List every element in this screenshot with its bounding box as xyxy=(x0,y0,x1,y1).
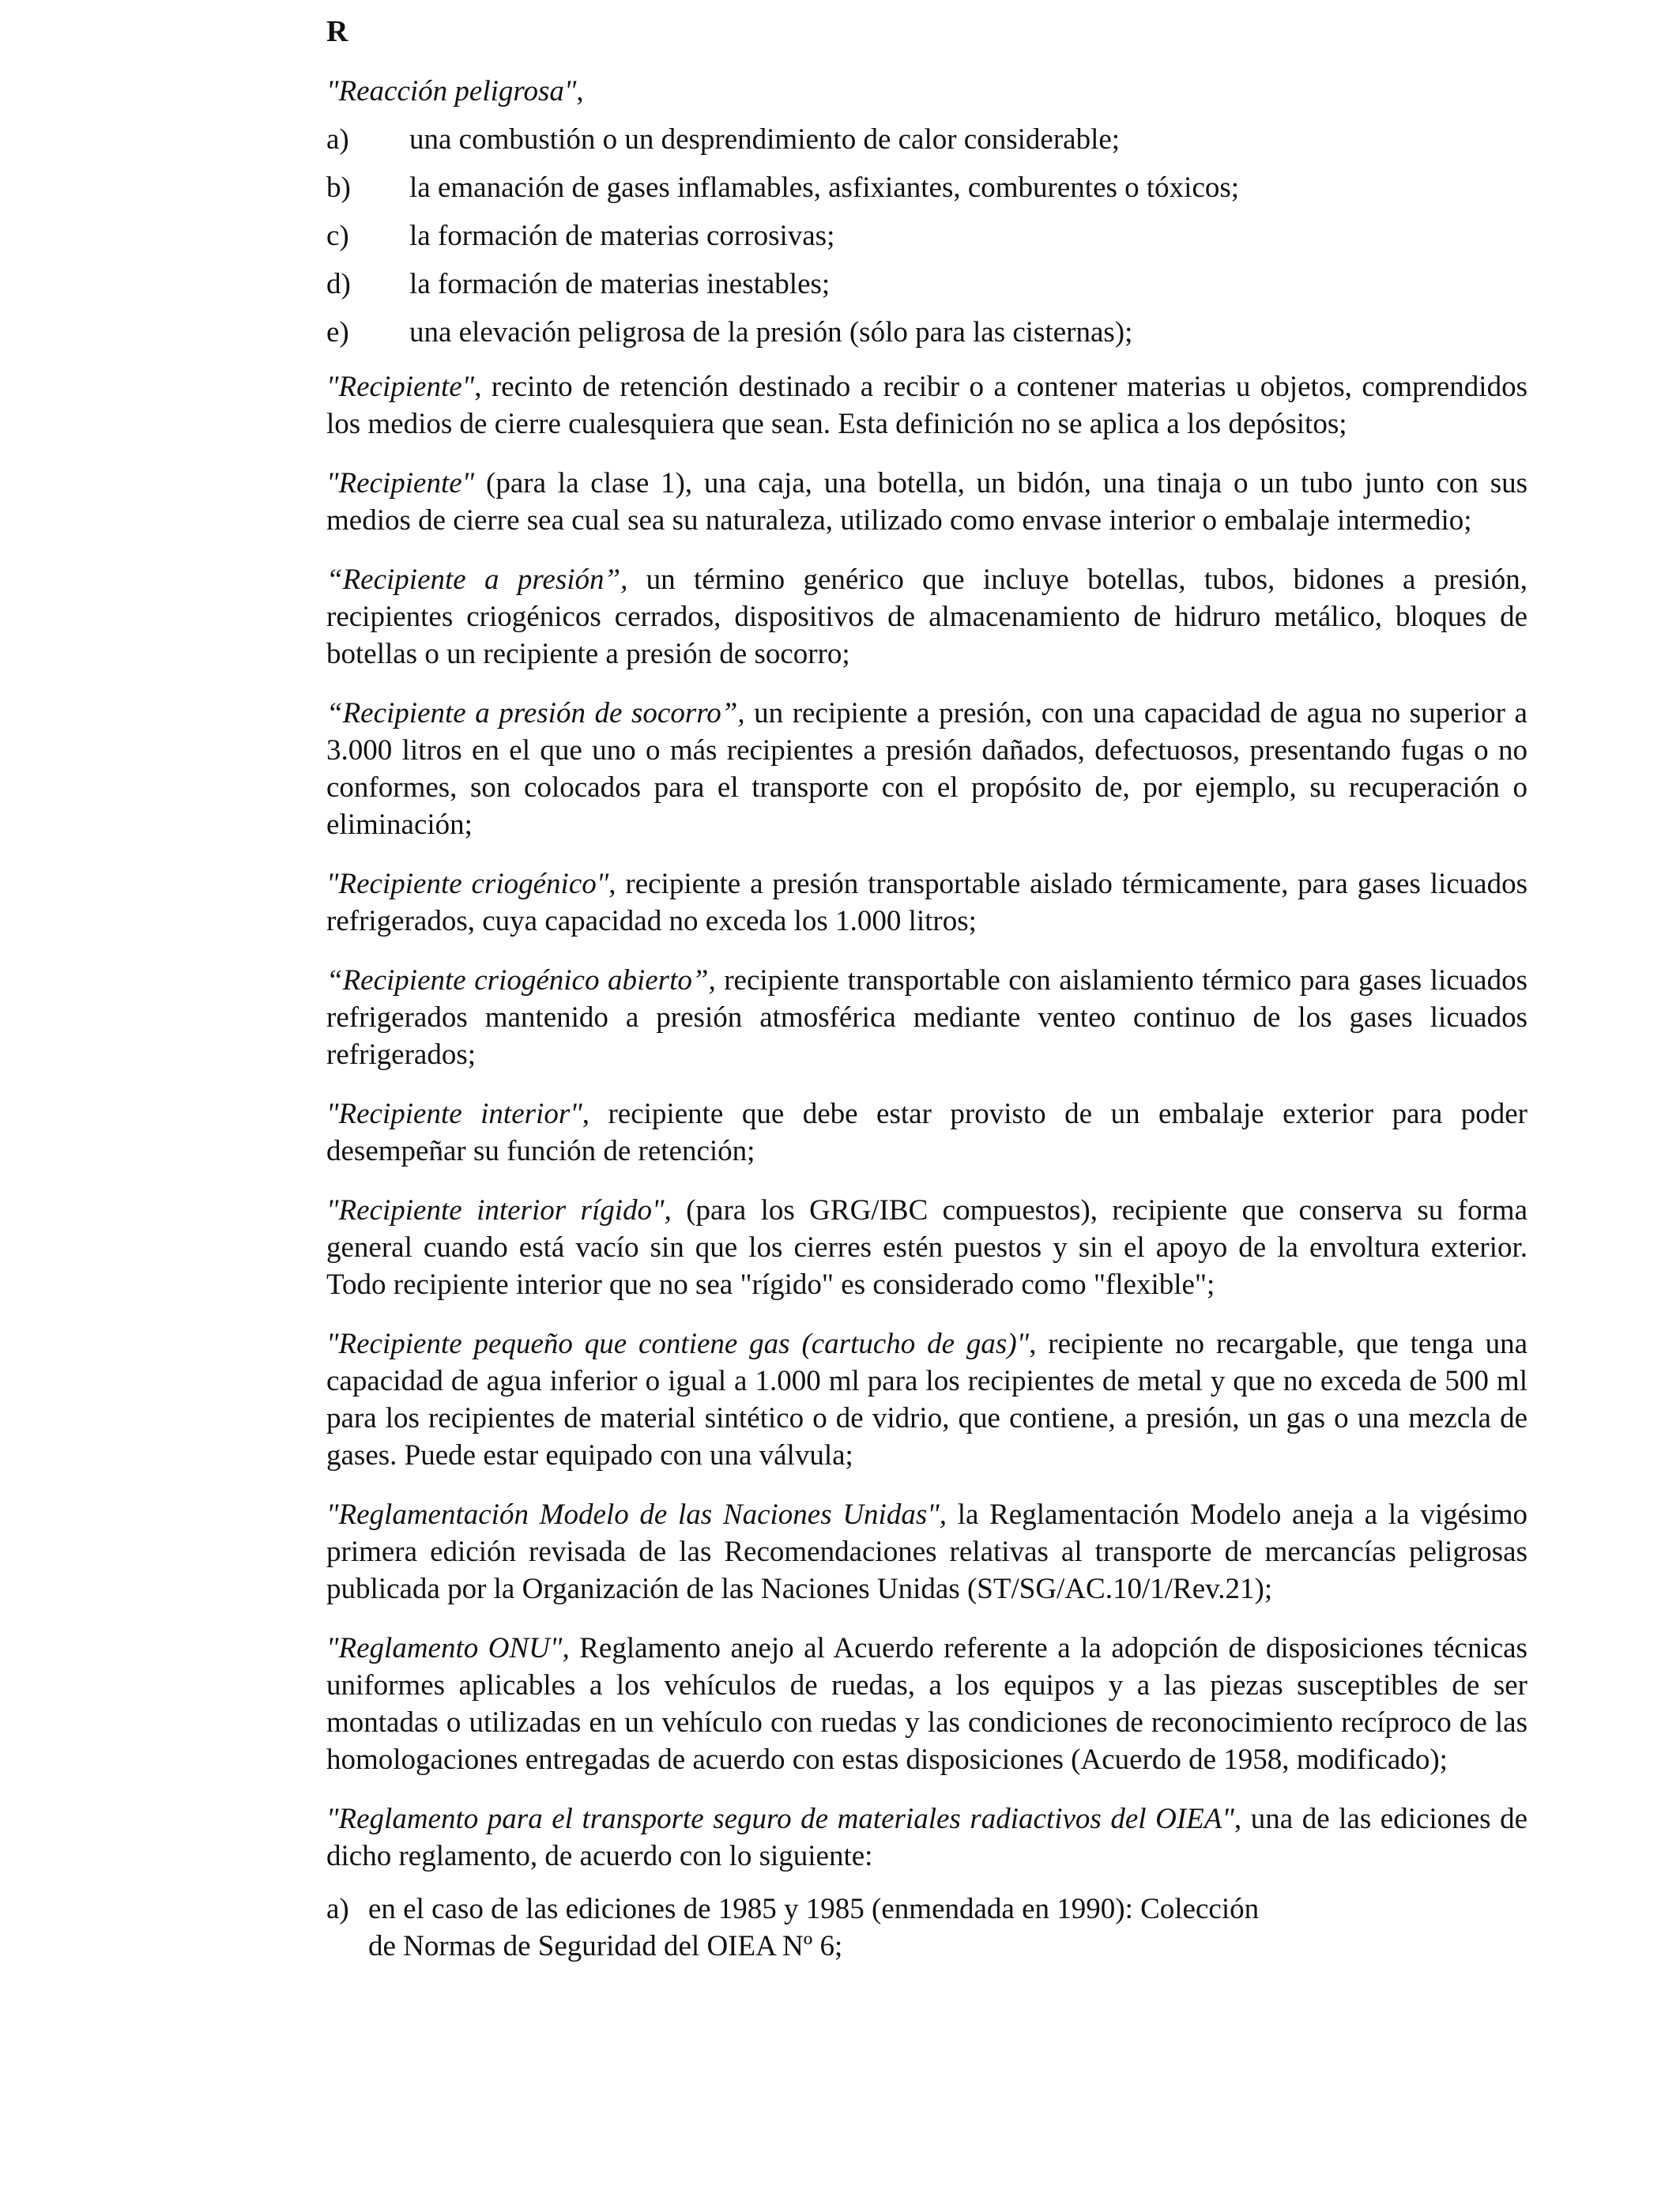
definition-text: un recipiente a presión, con una capacidad de agua no superior a 3.000 litros en el que uno o más recipientes a presión dañados, defectuosos, presentando fugas o no conformes, son colocados para el transporte con el propósito de, por ejemplo, su recuperación o eliminación; xyxy=(326,697,1527,841)
definition-paragraph xyxy=(326,561,1527,673)
list-text: una elevación peligrosa de la presión (sólo para las cisternas); xyxy=(409,316,1133,349)
definition-text: la Reglamentación Modelo aneja a la vigésimo primera edición revisada de las Recomendaciones relativas al transporte de mercancías peligrosas publicada por la Organización de las Naciones Unidas (ST/SG/AC.10/1/Rev.21); xyxy=(326,1498,1528,1605)
definition-term: "Recipiente interior rígido", xyxy=(326,1194,672,1227)
list-text: la emanación de gases inflamables, asfixiantes, comburentes o tóxicos; xyxy=(409,172,1240,204)
definition-term: "Reglamentación Modelo de las Naciones Unidas", xyxy=(326,1498,947,1531)
list-label: e) xyxy=(326,316,349,349)
definition-term: "Recipiente" xyxy=(326,467,475,499)
definition-paragraph xyxy=(326,1496,1527,1608)
list-label: c) xyxy=(326,220,349,252)
definition-paragraph xyxy=(326,1630,1527,1778)
list-item xyxy=(326,217,1527,254)
definition-term: “Recipiente criogénico abierto”, xyxy=(326,964,716,997)
definition-paragraph xyxy=(326,1800,1527,1875)
list-label: d) xyxy=(326,268,351,300)
sub-list-label: a) xyxy=(326,1893,349,1925)
definition-reaccion-peligrosa xyxy=(326,73,1527,110)
list-label: b) xyxy=(326,172,351,204)
sub-list-text xyxy=(368,1891,1372,1965)
definition-text: un término genérico que incluye botellas, tubos, bidones a presión, recipientes criogénicos cerrados, dispositivos de almacenamiento de hidruro metálico, bloques de botellas o un recipiente a presión de socorro; xyxy=(326,564,1527,670)
definition-term: “Recipiente a presión”, xyxy=(326,564,628,596)
definition-text: , recinto de retención destinado a recibir o a contener materias u objetos, comprendidos los medios de cierre cualesquiera que sean. Esta definición no se aplica a los depósitos; xyxy=(326,371,1527,440)
definition-paragraph xyxy=(326,865,1527,940)
list-text: la formación de materias corrosivas; xyxy=(409,220,835,252)
definition-term: "Reacción peligrosa" xyxy=(326,75,577,107)
list-text: la formación de materias inestables; xyxy=(409,268,831,300)
definition-text: , xyxy=(576,75,584,107)
section-letter: R xyxy=(326,15,348,48)
definition-term: “Recipiente a presión de socorro”, xyxy=(326,697,745,729)
definition-paragraph xyxy=(326,1192,1527,1303)
definition-text: Reglamento anejo al Acuerdo referente a la adopción de disposiciones técnicas uniformes aplicables a los vehículos de ruedas, a los equipos y a las piezas susceptibles de ser montadas o utilizadas en un vehículo con ruedas y las condiciones de reconocimiento recíproco de las homologaciones entregadas de acuerdo con estas disposiciones (Acuerdo de 1958, modificado); xyxy=(326,1632,1528,1776)
definition-term: "Recipiente criogénico" xyxy=(326,868,609,900)
definition-text: , recipiente que debe estar provisto de un embalaje exterior para poder desempeñar su función de retención; xyxy=(326,1098,1527,1167)
definition-paragraph xyxy=(326,1095,1527,1170)
definition-text: , recipiente a presión transportable aislado térmicamente, para gases licuados refrigerados, cuya capacidad no exceda los 1.000 litros; xyxy=(326,868,1527,937)
definition-paragraph xyxy=(326,962,1527,1073)
list-label: a) xyxy=(326,123,349,156)
list-item xyxy=(326,266,1527,303)
sub-list-line: en el caso de las ediciones de 1985 y 1985 (enmendada en 1990): Colección xyxy=(368,1893,1260,1925)
definition-text: , una de las ediciones de dicho reglamento, de acuerdo con lo siguiente: xyxy=(326,1803,1528,1872)
list-item xyxy=(326,314,1527,351)
definition-term: "Recipiente" xyxy=(326,371,475,403)
list-item xyxy=(326,121,1527,158)
list-item xyxy=(326,169,1527,206)
definition-term: "Reglamento ONU", xyxy=(326,1632,570,1664)
definition-paragraph xyxy=(326,465,1527,539)
definition-text: (para la clase 1), una caja, una botella, un bidón, una tinaja o un tubo junto con sus medios de cierre sea cual sea su naturaleza, utilizado como envase interior o embalaje intermedio; xyxy=(326,467,1527,537)
definition-paragraph xyxy=(326,695,1527,843)
definition-text: recipiente transportable con aislamiento térmico para gases licuados refrigerados mantenido a presión atmosférica mediante venteo continuo de los gases licuados refrigerados; xyxy=(326,964,1527,1071)
list-text: una combustión o un desprendimiento de calor considerable; xyxy=(409,123,1121,156)
definition-term: "Recipiente pequeño que contiene gas (cartucho de gas)" xyxy=(326,1328,1030,1360)
definition-text: , recipiente no recargable, que tenga una capacidad de agua inferior o igual a 1.000 ml para los recipientes de metal y que no exceda de 500 ml para los recipientes de material sintético o de vidrio, que contiene, a presión, un gas o una mezcla de gases. Puede estar equipado con una válvula; xyxy=(326,1328,1528,1472)
definition-term: "Reglamento para el transporte seguro de materiales radiactivos del OIEA" xyxy=(326,1803,1234,1835)
sub-list-line: de Normas de Seguridad del OIEA Nº 6; xyxy=(368,1930,843,1962)
sub-list-item xyxy=(326,1891,1527,1965)
definition-paragraph xyxy=(326,368,1527,443)
definition-paragraph xyxy=(326,1325,1527,1474)
definition-term: "Recipiente interior" xyxy=(326,1098,582,1130)
definition-text: (para los GRG/IBC compuestos), recipiente que conserva su forma general cuando está vacío sin que los cierres estén puestos y sin el apoyo de la envoltura exterior. Todo recipiente interior que no sea "rígido" es considerado como "flexible"; xyxy=(326,1194,1527,1301)
document-page xyxy=(326,11,1527,1965)
